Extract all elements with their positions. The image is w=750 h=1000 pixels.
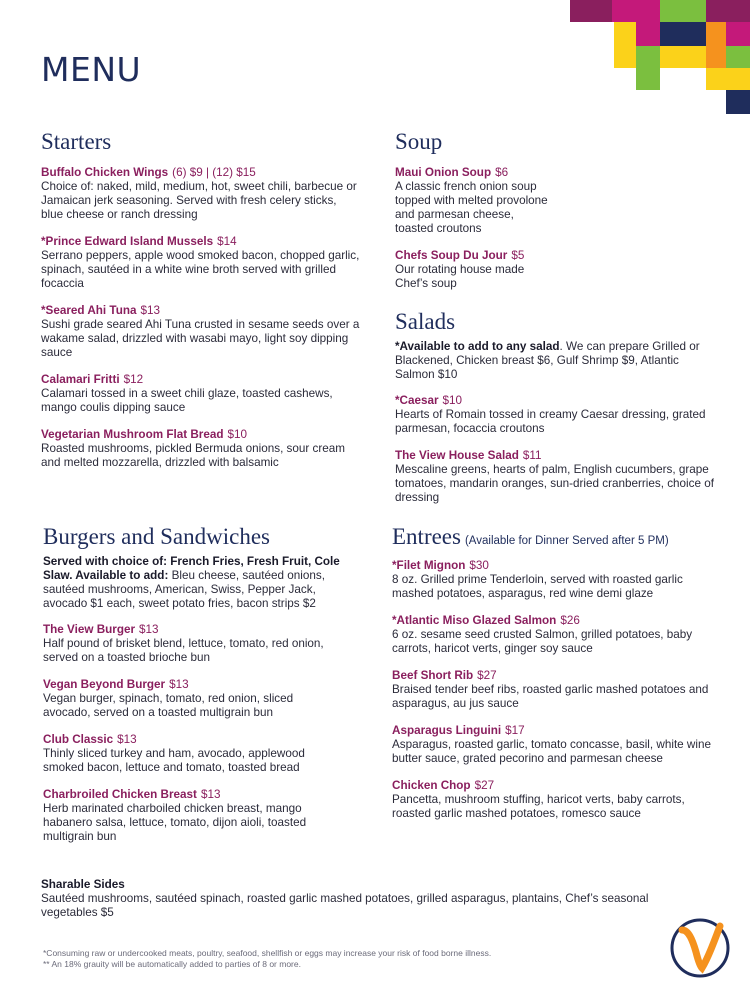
sides-text: Sautéed mushrooms, sautéed spinach, roasted garlic mashed potatoes, grilled asparagus, plantains, Chef’s seasonal vegetables $5 xyxy=(41,892,649,919)
item-price: $13 xyxy=(139,623,159,636)
menu-item xyxy=(392,779,712,821)
item-description: Pancetta, mushroom stuffing, haricot verts, baby carrots, roasted garlic mashed potatoes, romesco sauce xyxy=(392,793,685,820)
item-description: Serrano peppers, apple wood smoked bacon, chopped garlic, spinach, sautéed in a white wine broth served with grilled focaccia xyxy=(41,249,360,290)
item-price: $13 xyxy=(117,733,137,746)
item-name: *Atlantic Miso Glazed Salmon xyxy=(392,614,557,627)
menu-item xyxy=(43,788,343,844)
menu-item xyxy=(41,428,361,470)
item-name: Vegan Beyond Burger xyxy=(43,678,166,691)
menu-item xyxy=(392,559,712,601)
item-name: The View House Salad xyxy=(395,449,519,462)
footnotes xyxy=(43,948,491,970)
item-price: $5 xyxy=(511,249,525,262)
footnote-raw-food: *Consuming raw or undercooked meats, poultry, seafood, shellfish or eggs may increase your risk of food borne illness. xyxy=(43,948,492,958)
menu-item xyxy=(395,166,555,236)
item-name: Asparagus Linguini xyxy=(392,724,502,737)
item-name: Charbroiled Chicken Breast xyxy=(43,788,197,801)
soup-section xyxy=(395,130,555,304)
item-name: The View Burger xyxy=(43,623,136,636)
item-description: Choice of: naked, mild, medium, hot, sweet chili, barbecue or Jamaican jerk seasoning. Served with fresh celery sticks, blue cheese or ranch dressing xyxy=(41,180,357,221)
item-description: Half pound of brisket blend, lettuce, tomato, red onion, served on a toasted brioche bun xyxy=(43,637,324,664)
salads-section xyxy=(395,310,715,518)
item-description: 6 oz. sesame seed crusted Salmon, grilled potatoes, baby carrots, haricot verts, ginger soy sauce xyxy=(392,628,693,655)
menu-item xyxy=(41,373,361,415)
item-description: 8 oz. Grilled prime Tenderloin, served with roasted garlic mashed potatoes, asparagus, red wine demi glaze xyxy=(392,573,683,600)
section-heading: Soup xyxy=(395,129,443,154)
item-name: Chicken Chop xyxy=(392,779,471,792)
item-name: Maui Onion Soup xyxy=(395,166,492,179)
item-price: $11 xyxy=(522,449,542,462)
item-name: Beef Short Rib xyxy=(392,669,474,682)
item-name: Vegetarian Mushroom Flat Bread xyxy=(41,428,224,441)
item-description: Calamari tossed in a sweet chili glaze, toasted cashews, mango coulis dipping sauce xyxy=(41,387,333,414)
item-price: $26 xyxy=(560,614,580,627)
footnote-gratuity: ** An 18% grauity will be automatically added to parties of 8 or more. xyxy=(43,959,301,969)
section-heading: Salads xyxy=(395,309,456,334)
item-description: Mescaline greens, hearts of palm, English cucumbers, grape tomatoes, mandarin oranges, sun-dried cranberries, choice of dressing xyxy=(395,463,714,504)
item-name: Club Classic xyxy=(43,733,114,746)
item-price: $10 xyxy=(227,428,248,441)
sides-heading: Sharable Sides xyxy=(41,878,125,891)
salads-add-on-note: *Available to add to any salad. We can prepare Grilled or Blackened, Chicken breast $6, Gulf Shrimp $9, Atlantic Salmon $10 xyxy=(395,340,700,381)
menu-item xyxy=(41,304,361,360)
burgers-section xyxy=(43,525,343,857)
section-heading: Burgers and Sandwiches xyxy=(43,524,270,549)
sharable-sides xyxy=(41,878,681,920)
menu-item xyxy=(43,678,343,720)
menu-item xyxy=(41,235,361,291)
item-description: Vegan burger, spinach, tomato, red onion, sliced avocado, served on a toasted multigrain bun xyxy=(43,692,294,719)
item-name: *Caesar xyxy=(395,394,439,407)
menu-item xyxy=(392,724,712,766)
item-price: $14 xyxy=(217,235,237,248)
item-name: *Seared Ahi Tuna xyxy=(41,304,137,317)
item-description: Asparagus, roasted garlic, tomato concasse, basil, white wine butter sauce, grated pecorino and parmesan cheese xyxy=(392,738,711,765)
view-logo-icon xyxy=(668,916,732,980)
menu-item xyxy=(392,614,712,656)
menu-item xyxy=(43,623,343,665)
item-price: $13 xyxy=(200,788,221,801)
item-description: Roasted mushrooms, pickled Bermuda onions, sour cream and melted mozzarella, drizzled with balsamic xyxy=(41,442,346,469)
item-price: $30 xyxy=(469,559,489,572)
item-description: Herb marinated charboiled chicken breast, mango habanero salsa, lettuce, tomato, dijon aioli, toasted multigrain bun xyxy=(43,802,307,843)
item-description: Sushi grade seared Ahi Tuna crusted in sesame seeds over a wakame salad, drizzled with wasabi mayo, light soy dipping sauce xyxy=(41,318,360,359)
item-description: Thinly sliced turkey and ham, avocado, applewood smoked bacon, lettuce and tomato, toasted bread xyxy=(43,747,305,774)
entrees-availability-note: (Available for Dinner Served after 5 PM) xyxy=(464,535,669,547)
item-price: $10 xyxy=(442,394,463,407)
item-name: *Prince Edward Island Mussels xyxy=(41,235,214,248)
menu-item xyxy=(395,249,555,291)
item-description: A classic french onion soup topped with melted provolone and parmesan cheese, toasted croutons xyxy=(395,180,548,235)
section-heading: Entrees (Available for Dinner Served after 5 PM) xyxy=(392,524,669,549)
burgers-sides-note: Served with choice of: French Fries, Fresh Fruit, Cole Slaw. Available to add: Bleu cheese, sautéed onions, sautéed mushrooms, American, Swiss, Pepper Jack, avocado $1 each, sweet potato fries, bacon strips $2 xyxy=(43,555,340,610)
item-name: Chefs Soup Du Jour xyxy=(395,249,508,262)
menu-title: MENU xyxy=(41,50,142,89)
item-description: Hearts of Romain tossed in creamy Caesar dressing, grated parmesan, focaccia croutons xyxy=(395,408,706,435)
item-price: $13 xyxy=(140,304,160,317)
item-price: $27 xyxy=(477,669,497,682)
item-name: *Filet Mignon xyxy=(392,559,466,572)
item-price: $13 xyxy=(169,678,189,691)
item-price: $17 xyxy=(505,724,525,737)
starters-section xyxy=(41,130,361,483)
menu-item xyxy=(392,669,712,711)
item-price: $6 xyxy=(495,166,509,179)
item-name: Buffalo Chicken Wings xyxy=(41,166,169,179)
entrees-section xyxy=(392,525,712,834)
section-heading: Starters xyxy=(41,129,112,154)
menu-item xyxy=(395,449,715,505)
menu-item xyxy=(41,166,361,222)
item-price: $27 xyxy=(474,779,495,792)
item-description: Our rotating house made Chef’s soup xyxy=(395,263,525,290)
item-price: (6) $9 | (12) $15 xyxy=(172,166,256,179)
item-description: Braised tender beef ribs, roasted garlic mashed potatoes and asparagus, au jus sauce xyxy=(392,683,709,710)
item-name: Calamari Fritti xyxy=(41,373,120,386)
menu-item xyxy=(395,394,715,436)
menu-item xyxy=(43,733,343,775)
item-price: $12 xyxy=(123,373,144,386)
